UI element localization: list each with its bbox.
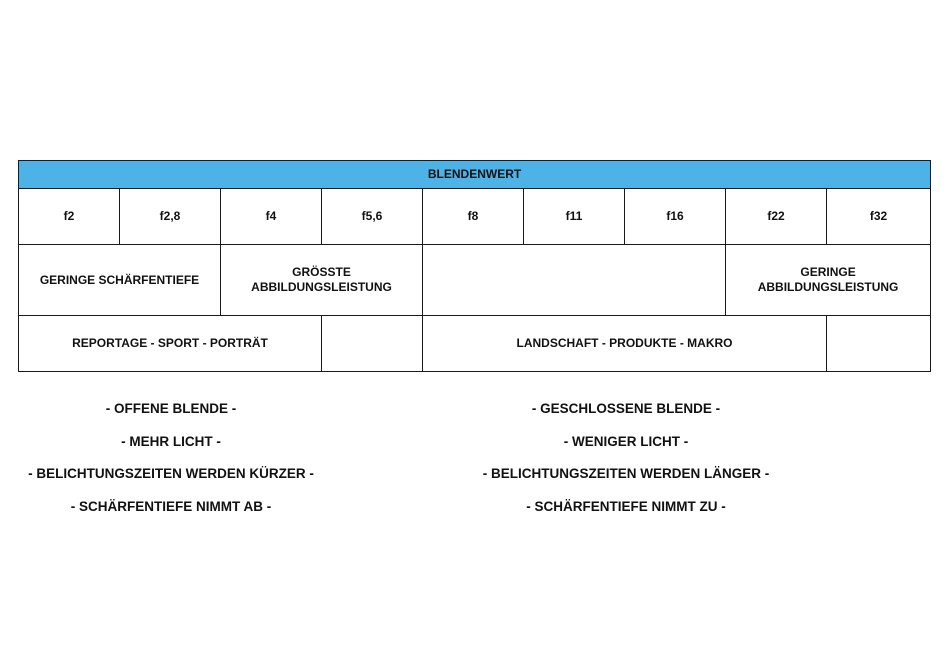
low-performance-cell [726,245,931,316]
header-row [19,161,931,189]
best-performance-cell [221,245,423,316]
low-performance-line1: GERINGE [800,265,856,279]
image-quality-row [19,245,931,316]
low-depth-of-field-cell: GERINGE SCHÄRFENTIEFE [19,245,221,316]
note-line: - WENIGER LICHT - [563,433,689,449]
f-stop-cell: f5,6 [322,189,423,245]
empty-cell [423,245,726,316]
note-line: - BELICHTUNGSZEITEN WERDEN LÄNGER - [482,466,770,481]
open-aperture-uses-cell: REPORTAGE - SPORT - PORTRÄT [19,316,322,372]
closed-aperture-notes [470,398,782,528]
low-performance-line2: ABBILDUNGSLEISTUNG [757,280,899,294]
note-line: - GESCHLOSSENE BLENDE - [531,401,721,416]
empty-cell [322,316,423,372]
f-stop-cell: f2 [19,189,120,245]
open-aperture-notes [20,398,322,528]
usage-row [19,316,931,372]
note-line: - MEHR LICHT - [121,433,221,449]
f-stop-cell: f2,8 [120,189,221,245]
closed-aperture-uses-cell: LANDSCHAFT - PRODUKTE - MAKRO [423,316,827,372]
best-performance-line1: GRÖSSTE [292,265,351,279]
f-stop-cell: f4 [221,189,322,245]
f-stop-row [19,189,931,245]
note-line: - SCHÄRFENTIEFE NIMMT ZU - [526,498,726,514]
table-header: BLENDENWERT [19,161,931,189]
aperture-table [18,160,931,372]
f-stop-cell: f32 [827,189,931,245]
f-stop-cell: f11 [524,189,625,245]
note-line: - SCHÄRFENTIEFE NIMMT AB - [70,498,272,514]
empty-cell [827,316,931,372]
note-line: - OFFENE BLENDE - [105,401,237,416]
note-line: - BELICHTUNGSZEITEN WERDEN KÜRZER - [28,466,314,481]
best-performance-line2: ABBILDUNGSLEISTUNG [251,280,392,294]
f-stop-cell: f22 [726,189,827,245]
f-stop-cell: f16 [625,189,726,245]
f-stop-cell: f8 [423,189,524,245]
